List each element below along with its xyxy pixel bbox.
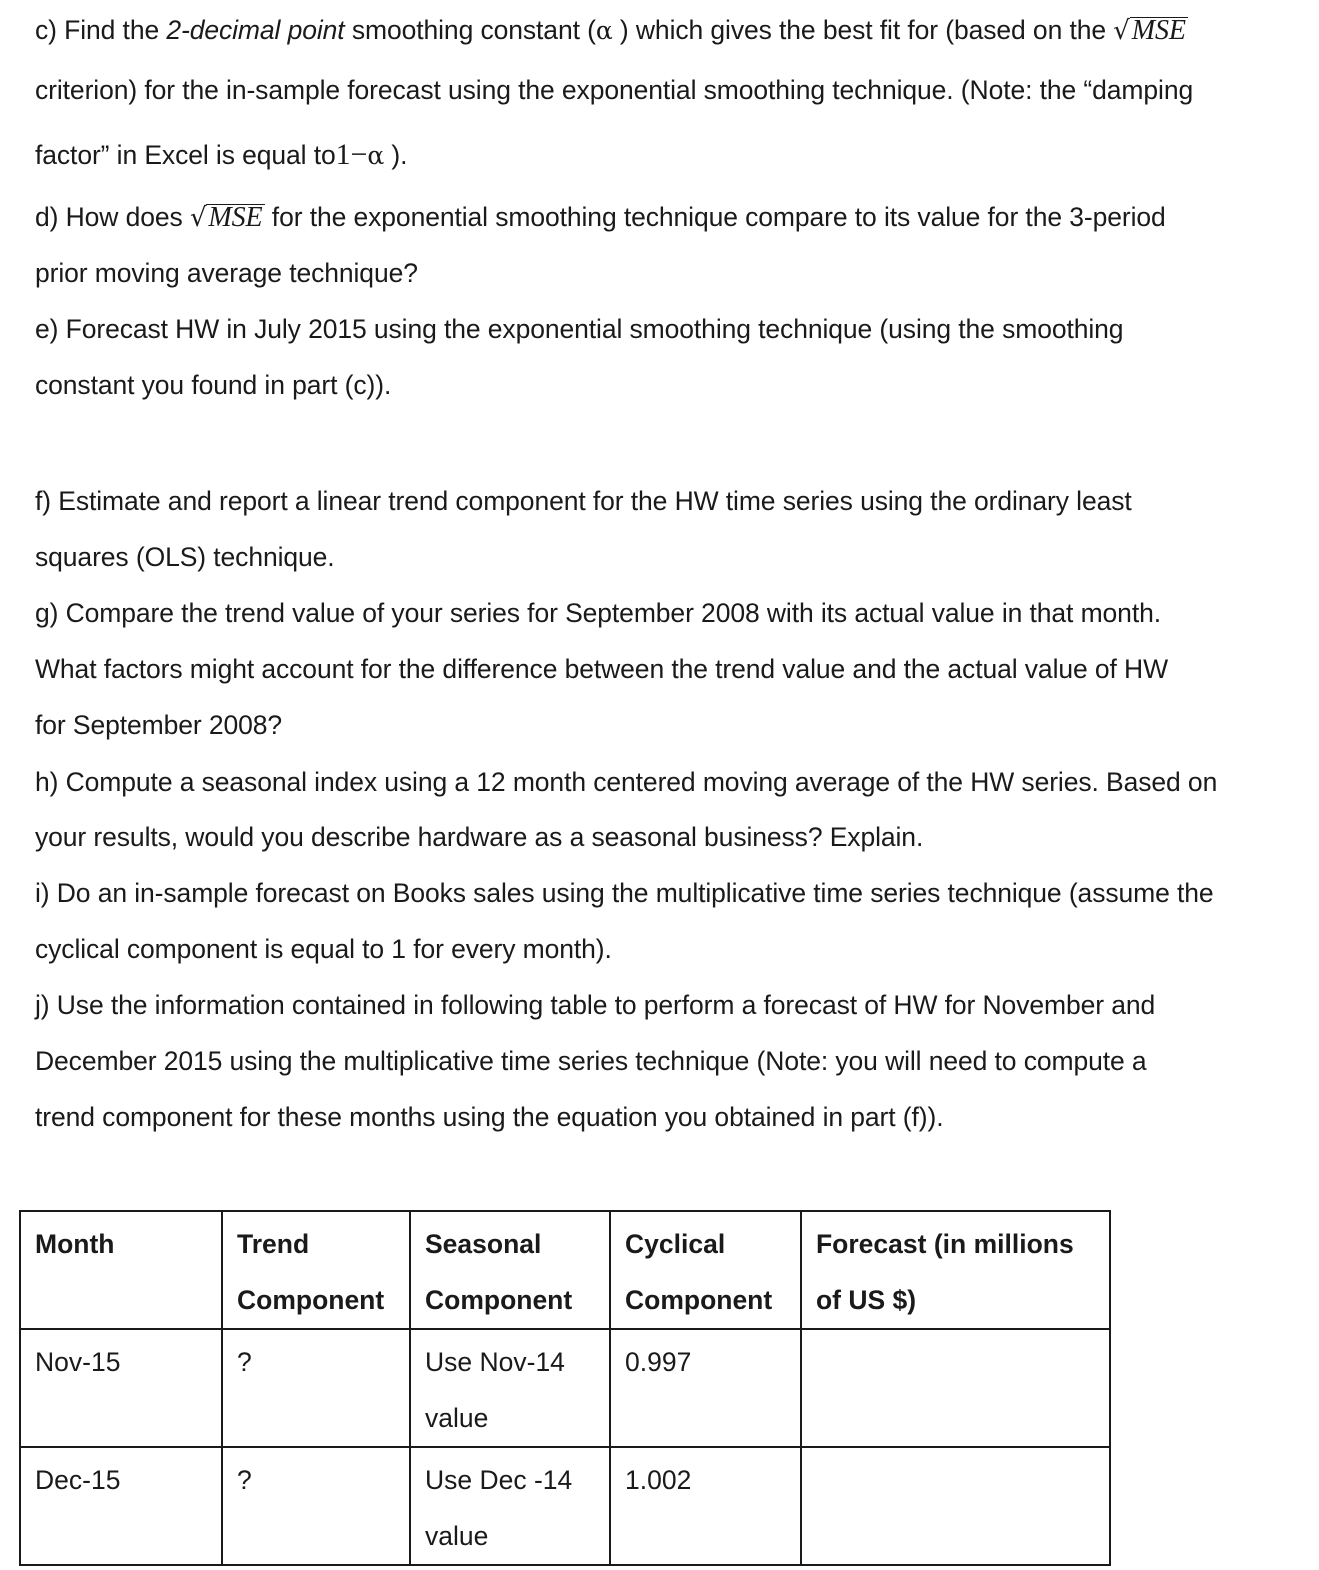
question-h-line-2: your results, would you describe hardware as a seasonal business? Explain.: [35, 822, 924, 852]
sqrt-symbol: √: [189, 203, 207, 233]
cell-month: Dec-15: [20, 1447, 222, 1565]
question-j-line-1: j) Use the information contained in following table to perform a forecast of HW for November and: [35, 990, 1156, 1020]
cell-text: value: [425, 1403, 489, 1433]
header-trend: [222, 1211, 410, 1329]
cell-text: Use Nov-14: [425, 1347, 565, 1377]
cell-trend: ?: [222, 1329, 410, 1447]
header-text: of US $): [816, 1285, 917, 1315]
question-c-line-1: [35, 13, 1188, 48]
question-c-line-2: criterion) for the in-sample forecast using the exponential smoothing technique. (Note: the “damping: [35, 75, 1194, 105]
question-e-line-2: constant you found in part (c)).: [35, 370, 392, 400]
text: d) How does: [35, 202, 190, 232]
header-cyclical: [610, 1211, 801, 1329]
mse-label: MSE: [1131, 15, 1186, 46]
forecast-table: [19, 1210, 1111, 1566]
header-text: Component: [625, 1285, 773, 1315]
question-g-line-1: g) Compare the trend value of your series for September 2008 with its actual value in that month.: [35, 598, 1161, 628]
table-header-row: [20, 1211, 1110, 1329]
question-g-line-3: for September 2008?: [35, 710, 283, 740]
header-text: Seasonal: [425, 1229, 542, 1259]
header-text: Component: [237, 1285, 385, 1315]
cell-forecast: [801, 1447, 1110, 1565]
text: for the exponential smoothing technique compare to its value for the 3-period: [264, 202, 1166, 232]
question-i-line-1: i) Do an in-sample forecast on Books sales using the multiplicative time series technique (assume the: [35, 878, 1214, 908]
cell-seasonal: [410, 1447, 610, 1565]
question-c-line-3: [35, 138, 407, 173]
cell-cyclical: 0.997: [610, 1329, 801, 1447]
question-j-line-2: December 2015 using the multiplicative time series technique (Note: you will need to compute a: [35, 1046, 1147, 1076]
italic-text: 2-decimal point: [166, 15, 345, 45]
formula-one: 1: [335, 138, 351, 171]
sqrt-mse-formula: [1113, 13, 1188, 48]
cell-cyclical: 1.002: [610, 1447, 801, 1565]
question-e-line-1: e) Forecast HW in July 2015 using the exponential smoothing technique (using the smoothing: [35, 314, 1124, 344]
header-forecast: [801, 1211, 1110, 1329]
cell-text: value: [425, 1521, 489, 1551]
sqrt-mse-formula: [190, 200, 265, 235]
cell-month: Nov-15: [20, 1329, 222, 1447]
cell-forecast: [801, 1329, 1110, 1447]
text: ).: [384, 140, 408, 170]
question-f-line-1: f) Estimate and report a linear trend component for the HW time series using the ordinary least: [35, 486, 1132, 516]
table-row: [20, 1447, 1110, 1565]
question-f-line-2: squares (OLS) technique.: [35, 542, 335, 572]
question-d-line-2: prior moving average technique?: [35, 258, 418, 288]
header-seasonal: [410, 1211, 610, 1329]
question-g-line-2: What factors might account for the difference between the trend value and the actual value of HW: [35, 654, 1169, 684]
table-row: [20, 1329, 1110, 1447]
question-d-line-1: [35, 200, 1166, 235]
header-text: Trend: [237, 1229, 310, 1259]
text: smoothing constant (: [344, 15, 596, 45]
header-text: Forecast (in millions: [816, 1229, 1074, 1259]
cell-text: Use Dec -14: [425, 1465, 573, 1495]
alpha-symbol: α: [367, 141, 385, 170]
formula-minus: −: [350, 138, 368, 171]
mse-label: MSE: [208, 202, 263, 233]
question-i-line-2: cyclical component is equal to 1 for every month).: [35, 934, 612, 964]
text: c) Find the: [35, 15, 167, 45]
cell-seasonal: [410, 1329, 610, 1447]
header-text: Month: [35, 1229, 115, 1259]
cell-trend: ?: [222, 1447, 410, 1565]
text: ) which gives the best fit for (based on the: [612, 15, 1114, 45]
header-text: Cyclical: [625, 1229, 726, 1259]
question-h-line-1: h) Compute a seasonal index using a 12 month centered moving average of the HW series. Based on: [35, 767, 1218, 797]
alpha-symbol: α: [595, 16, 613, 45]
text: factor” in Excel is equal to: [35, 140, 336, 170]
question-j-line-3: trend component for these months using the equation you obtained in part (f)).: [35, 1102, 944, 1132]
sqrt-symbol: √: [1113, 16, 1130, 46]
header-month: [20, 1211, 222, 1329]
header-text: Component: [425, 1285, 573, 1315]
